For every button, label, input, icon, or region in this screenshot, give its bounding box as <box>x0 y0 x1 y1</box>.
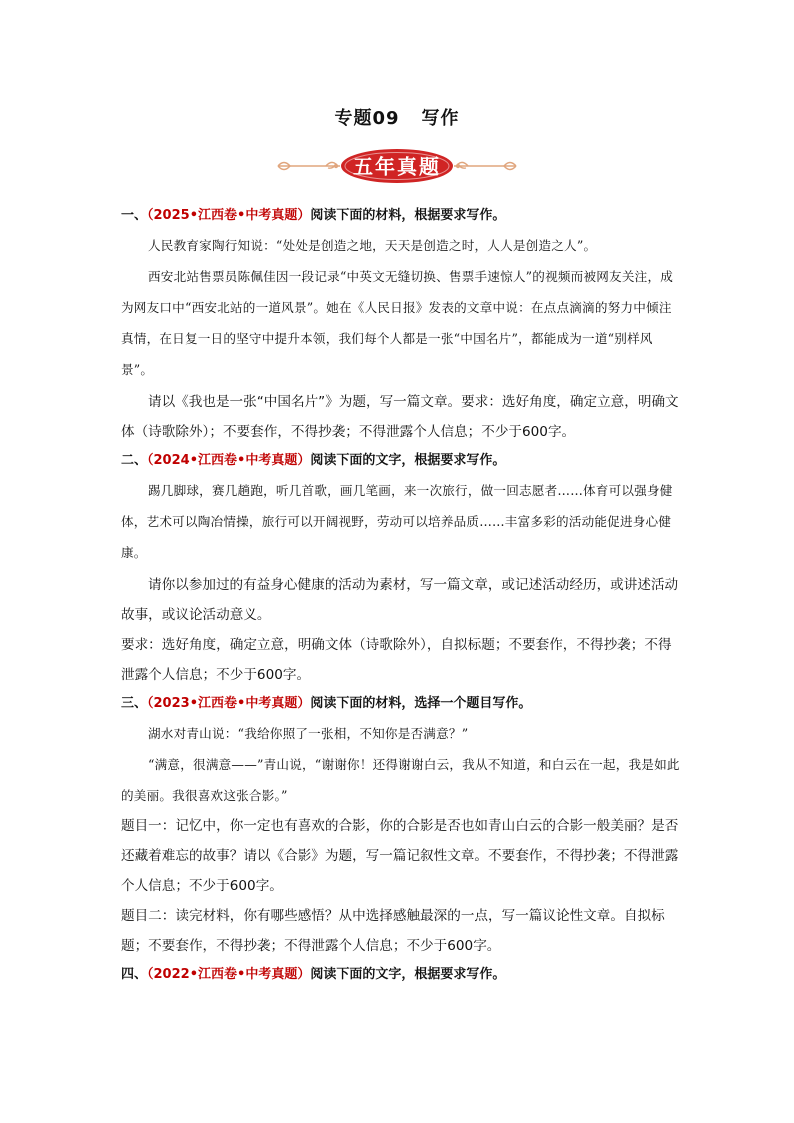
question-instruction: 阅读下面的材料，根据要求写作。 <box>310 208 506 223</box>
material-paragraph: 踢几脚球，赛几趟跑，听几首歌，画几笔画，来一次旅行，做一回志愿者……体育可以强身健体，艺术可以陶冶情操，旅行可以开阔视野，劳动可以培养品质……丰富多彩的活动能促进身心健康。 <box>121 483 673 560</box>
requirement-paragraph: 要求：选好角度，确定立意，明确文体（诗歌除外），自拟标题；不要套作，不得抄袭；不得泄露个人信息；不少于600字。 <box>121 637 672 683</box>
questions-list <box>121 206 681 985</box>
requirement-paragraph: 请以《我也是一张“中国名片”》为题，写一篇文章。要求：选好角度，确定立意，明确文体（诗歌除外）；不要套作，不得抄袭；不得泄露个人信息；不少于600字。 <box>121 394 679 440</box>
material-paragraph: 人民教育家陶行知说：“处处是创造之地，天天是创造之时，人人是创造之人”。 <box>148 238 597 253</box>
question-2 <box>121 451 681 690</box>
question-instruction: 阅读下面的文字，根据要求写作。 <box>310 453 506 468</box>
question-source: （2024•江西卷•中考真题） <box>147 453 311 468</box>
material-paragraph: 西安北站售票员陈佩佳因一段记录“中英文无缝切换、售票手速惊人”的视频而被网友关注，成为网友口中“西安北站的一道风景”。她在《人民日报》发表的文章中说：在点点滴滴的努力中倾注真情，在日复一日的坚守中提升本领，我们每个人都是一张“中国名片”，都能成为一道“别样风景”。 <box>121 269 674 377</box>
requirement-paragraph: 题目二：读完材料，你有哪些感悟？从中选择感触最深的一点，写一篇议论性文章。自拟标题；不要套作，不得抄袭；不得泄露个人信息；不少于600字。 <box>121 908 665 954</box>
question-source: （2023•江西卷•中考真题） <box>147 696 311 711</box>
question-header <box>121 965 681 985</box>
requirement-paragraph: 题目一：记忆中，你一定也有喜欢的合影，你的合影是否也如青山白云的合影一般美丽？是否还藏着难忘的故事？请以《合影》为题，写一篇记叙性文章。不要套作，不得抄袭；不得泄露个人信息；不少于600字。 <box>121 818 679 894</box>
question-1 <box>121 206 681 447</box>
question-source: （2022•江西卷•中考真题） <box>147 967 311 982</box>
question-number: 三、 <box>121 696 148 711</box>
banner-ornament <box>270 146 524 186</box>
title-subject: 写作 <box>421 108 460 129</box>
banner-text: 五年真题 <box>353 154 441 179</box>
question-3 <box>121 694 681 961</box>
material-paragraph: 湖水对青山说：“我给你照了一张相，不知你是否满意？” <box>148 726 469 741</box>
page-title <box>0 104 794 130</box>
question-4 <box>121 965 681 985</box>
question-header <box>121 206 681 226</box>
section-banner <box>270 146 524 186</box>
requirement-paragraph: 请你以参加过的有益身心健康的活动为素材，写一篇文章，或记述活动经历，或讲述活动故事，或议论活动意义。 <box>121 577 679 623</box>
material-paragraph: “满意，很满意——”青山说，“谢谢你！还得谢谢白云，我从不知道，和白云在一起，我是如此的美丽。我很喜欢这张合影。” <box>121 757 680 803</box>
question-header <box>121 694 681 714</box>
question-number: 四、 <box>121 967 148 982</box>
question-number: 一、 <box>121 208 148 223</box>
question-source: （2025•江西卷•中考真题） <box>147 208 311 223</box>
question-instruction: 阅读下面的文字，根据要求写作。 <box>310 967 506 982</box>
question-instruction: 阅读下面的材料，选择一个题目写作。 <box>310 696 532 711</box>
title-topic: 专题09 <box>334 108 400 129</box>
question-number: 二、 <box>121 453 148 468</box>
question-header <box>121 451 681 471</box>
